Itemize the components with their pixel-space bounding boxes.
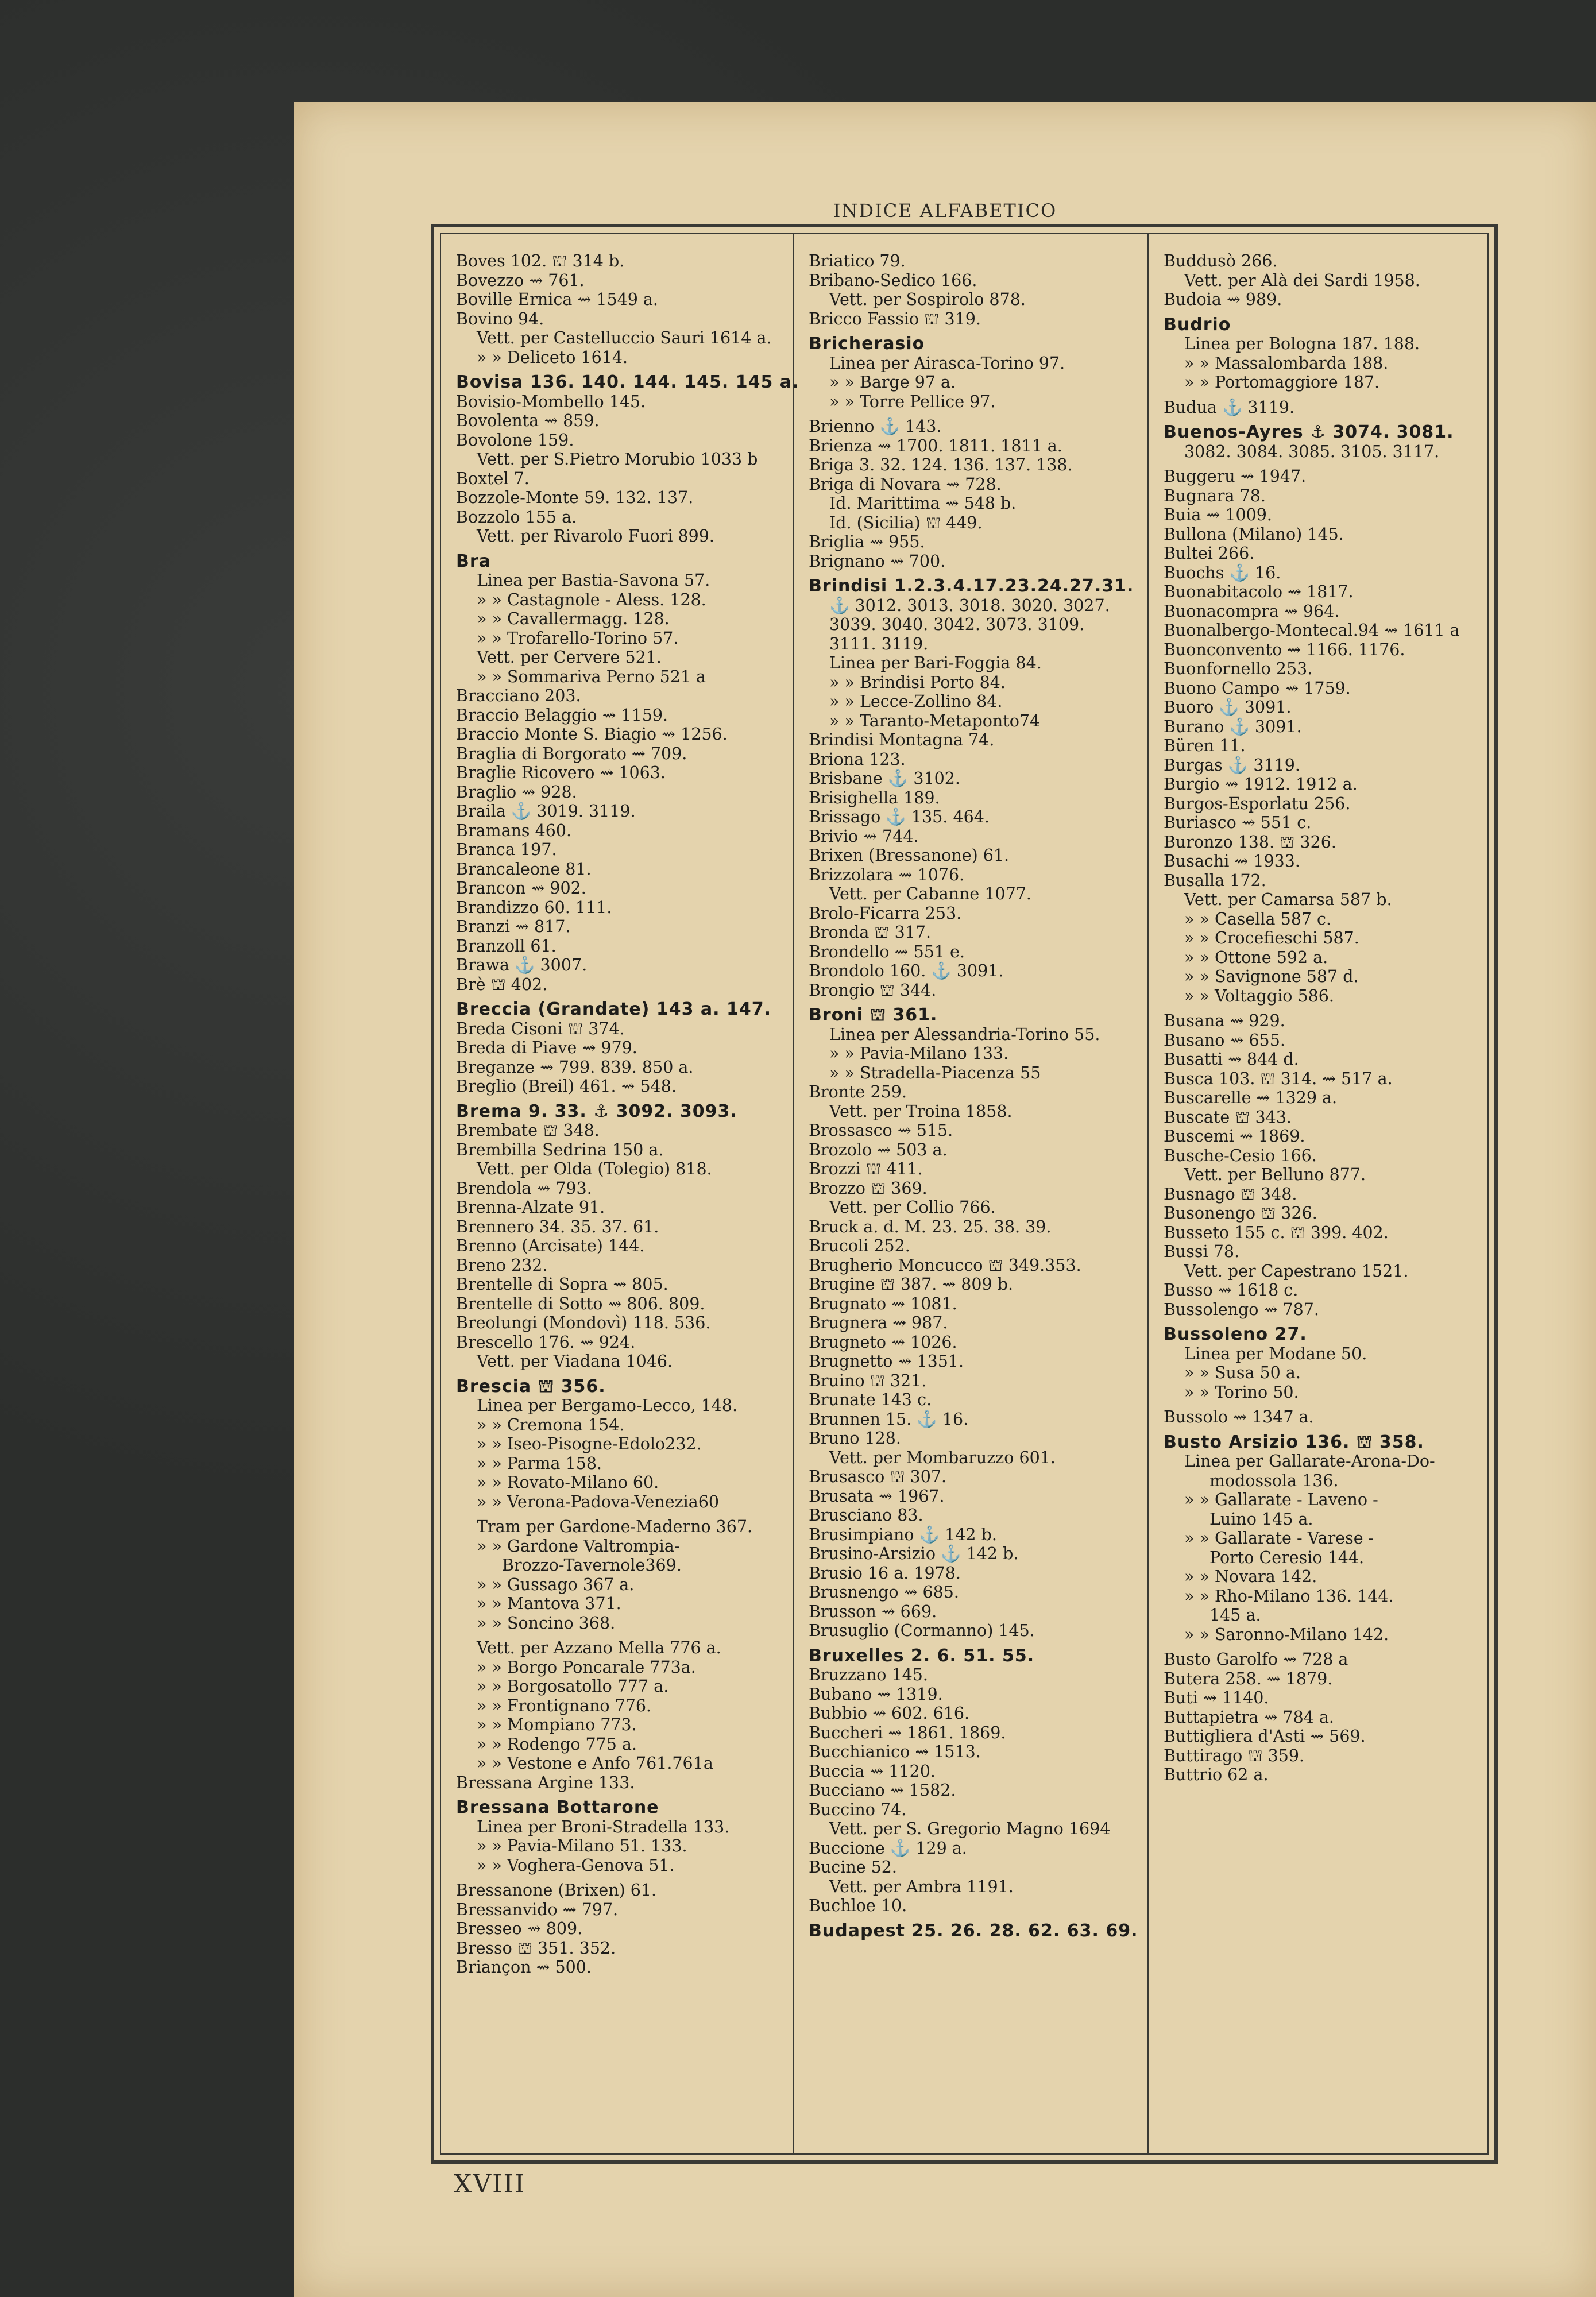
index-entry: Breolungi (Mondovì) 118. 536.	[456, 1313, 711, 1332]
index-heading: Bressana Bottarone	[456, 1797, 659, 1818]
index-entry: Buccione ⚓ 129 a.	[809, 1838, 967, 1858]
index-entry: Brennero 34. 35. 37. 61.	[456, 1217, 659, 1236]
index-entry: Busonengo ⛫ 326.	[1164, 1204, 1317, 1223]
index-entry: Briatico 79.	[809, 252, 906, 270]
index-entry: Brignano ⇝ 700.	[809, 551, 946, 571]
index-entry: Brozzo-Tavernole369.	[502, 1556, 682, 1575]
index-entry: Porto Ceresio 144.	[1209, 1548, 1365, 1567]
index-entry: Busso ⇝ 1618 c.	[1164, 1281, 1299, 1300]
index-entry: » » Voltaggio 586.	[1184, 986, 1334, 1006]
index-entry: Vett. per Castelluccio Sauri 1614 a.	[477, 328, 772, 347]
index-entry: » » Voghera-Genova 51.	[477, 1855, 675, 1875]
index-entry: Bresseo ⇝ 809.	[456, 1919, 583, 1938]
index-entry: » » Saronno-Milano 142.	[1184, 1625, 1389, 1644]
index-entry: Brizzolara ⇝ 1076.	[809, 865, 965, 884]
index-entry: Brivio ⇝ 744.	[809, 826, 919, 846]
index-entry: » » Iseo-Pisogne-Edolo232.	[477, 1434, 702, 1453]
index-entry: » » Frontignano 776.	[477, 1696, 652, 1715]
index-entry: » » Novara 142.	[1184, 1567, 1317, 1586]
index-heading: Bricherasio	[809, 334, 925, 354]
index-heading: Bovisa 136. 140. 144. 145. 145 a.	[456, 372, 799, 392]
index-entry: 145 a.	[1209, 1606, 1261, 1625]
index-entry: Vett. per Sospirolo 878.	[829, 290, 1026, 309]
index-heading: Busto Arsizio 136. ⛫ 358.	[1164, 1432, 1424, 1452]
index-entry: Buccheri ⇝ 1861. 1869.	[809, 1723, 1006, 1742]
index-entry: Briona 123.	[809, 749, 906, 769]
index-entry: » » Susa 50 a.	[1184, 1363, 1301, 1382]
index-entry: » » Brindisi Porto 84.	[829, 672, 1006, 692]
index-entry: Bresso ⛫ 351. 352.	[456, 1938, 616, 1958]
index-entry: Buochs ⚓ 16.	[1164, 563, 1281, 582]
index-entry: Bovisio-Mombello 145.	[456, 392, 646, 411]
index-heading: Brema 9. 33. ⚓ 3092. 3093.	[456, 1101, 737, 1122]
page-header: INDICE ALFABETICO	[833, 200, 1057, 222]
index-entry: Brozzi ⛫ 411.	[809, 1159, 923, 1178]
index-entry: » » Rho-Milano 136. 144.	[1184, 1586, 1394, 1606]
index-entry: Brusciano 83.	[809, 1506, 923, 1525]
index-entry: Brusimpiano ⚓ 142 b.	[809, 1525, 997, 1544]
index-entry: Linea per Broni-Stradella 133.	[477, 1817, 730, 1836]
index-entry: » » Pavia-Milano 133.	[829, 1044, 1009, 1063]
index-column-2	[809, 252, 1142, 1940]
index-entry: Busnago ⛫ 348.	[1164, 1184, 1297, 1204]
index-entry: Brisighella 189.	[809, 788, 940, 807]
index-entry: Linea per Gallarate-Arona-Do-	[1184, 1452, 1435, 1471]
index-entry: Buddusò 266.	[1164, 252, 1278, 270]
index-entry: Linea per Airasca-Torino 97.	[829, 353, 1065, 373]
index-entry: Brenna-Alzate 91.	[456, 1198, 605, 1217]
index-entry: » » Cremona 154.	[477, 1415, 625, 1434]
index-heading: Bruxelles 2. 6. 51. 55.	[809, 1645, 1035, 1666]
index-entry: Buono Campo ⇝ 1759.	[1164, 678, 1351, 698]
index-entry: Brescello 176. ⇝ 924.	[456, 1332, 636, 1352]
index-entry: Boxtel 7.	[456, 469, 530, 488]
index-entry: Burano ⚓ 3091.	[1164, 717, 1302, 736]
index-entry: » » Barge 97 a.	[829, 373, 956, 392]
index-entry: Breda Cisoni ⛫ 374.	[456, 1019, 625, 1038]
index-entry: Tram per Gardone-Maderno 367.	[477, 1517, 753, 1536]
index-entry: Braglie Ricovero ⇝ 1063.	[456, 763, 666, 782]
index-entry: » » Soncino 368.	[477, 1613, 616, 1633]
index-entry: Vett. per Cabanne 1077.	[829, 884, 1031, 903]
index-entry: Brondolo 160. ⚓ 3091.	[809, 961, 1004, 980]
column-separator	[1147, 234, 1149, 2153]
index-entry: Bultei 266.	[1164, 544, 1255, 563]
index-entry: Bruck a. d. M. 23. 25. 38. 39.	[809, 1217, 1052, 1236]
index-entry: Vett. per Olda (Tolegio) 818.	[477, 1159, 712, 1178]
index-entry: Briançon ⇝ 500.	[456, 1958, 592, 1977]
index-entry: Brozolo ⇝ 503 a.	[809, 1140, 948, 1159]
index-entry: Brusino-Arsizio ⚓ 142 b.	[809, 1544, 1019, 1563]
index-entry: Brugneto ⇝ 1026.	[809, 1332, 957, 1352]
index-entry: » » Lecce-Zollino 84.	[829, 692, 1003, 711]
index-entry: Busalla 172.	[1164, 871, 1266, 890]
index-entry: Busca 103. ⛫ 314. ⇝ 517 a.	[1164, 1069, 1393, 1088]
index-entry: Buttapietra ⇝ 784 a.	[1164, 1707, 1334, 1727]
index-entry: Bressanone (Brixen) 61.	[456, 1881, 657, 1900]
index-entry: Brozzo ⛫ 369.	[809, 1178, 928, 1198]
index-entry: » » Casella 587 c.	[1184, 909, 1332, 929]
index-entry: Brissago ⚓ 135. 464.	[809, 807, 990, 826]
index-entry: Brenno (Arcisate) 144.	[456, 1236, 645, 1255]
index-entry: » » Mantova 371.	[477, 1594, 621, 1613]
index-entry: Burgos-Esporlatu 256.	[1164, 794, 1351, 813]
index-entry: » » Crocefieschi 587.	[1184, 929, 1359, 948]
index-entry: » » Gardone Valtrompia-	[477, 1536, 680, 1556]
index-entry: Vett. per S. Gregorio Magno 1694	[829, 1819, 1111, 1838]
index-entry: Buttigliera d'Asti ⇝ 569.	[1164, 1727, 1366, 1746]
index-entry: Branzoll 61.	[456, 936, 557, 956]
index-entry: » » Rovato-Milano 60.	[477, 1473, 659, 1492]
index-entry: Brendola ⇝ 793.	[456, 1178, 592, 1198]
index-entry: Bricco Fassio ⛫ 319.	[809, 309, 981, 328]
index-entry: Busano ⇝ 655.	[1164, 1030, 1285, 1050]
index-heading: Buenos-Ayres ⚓ 3074. 3081.	[1164, 422, 1454, 442]
index-entry: Budoia ⇝ 989.	[1164, 290, 1282, 309]
index-entry: Vett. per Capestrano 1521.	[1184, 1261, 1409, 1281]
index-entry: Busto Garolfo ⇝ 728 a	[1164, 1650, 1348, 1669]
index-entry: Buscate ⛫ 343.	[1164, 1107, 1292, 1127]
index-entry: Bruno 128.	[809, 1429, 901, 1448]
index-entry: » » Pavia-Milano 51. 133.	[477, 1836, 687, 1855]
index-entry: » » Vestone e Anfo 761.761a	[477, 1754, 713, 1773]
index-entry: Braglia di Borgorato ⇝ 709.	[456, 744, 687, 763]
index-entry: Brunnen 15. ⚓ 16.	[809, 1409, 969, 1429]
index-entry: Bronda ⛫ 317.	[809, 923, 932, 942]
index-entry: » » Gussago 367 a.	[477, 1575, 635, 1594]
index-entry: Bozzole-Monte 59. 132. 137.	[456, 488, 694, 507]
index-entry: » » Mompiano 773.	[477, 1715, 637, 1734]
index-entry: Bramans 460.	[456, 821, 572, 840]
index-entry: Brossasco ⇝ 515.	[809, 1121, 953, 1140]
index-entry: Brugherio Moncucco ⛫ 349.353.	[809, 1255, 1081, 1275]
index-entry: Linea per Alessandria-Torino 55.	[829, 1024, 1100, 1044]
index-entry: Bruzzano 145.	[809, 1665, 928, 1684]
index-entry: » » Savignone 587 d.	[1184, 967, 1359, 986]
index-entry: Vett. per Belluno 877.	[1184, 1165, 1366, 1184]
index-entry: Brusio 16 a. 1978.	[809, 1563, 961, 1583]
index-entry: » » Torre Pellice 97.	[829, 392, 996, 411]
index-entry: Branzi ⇝ 817.	[456, 917, 571, 936]
index-entry: Brusata ⇝ 1967.	[809, 1486, 945, 1506]
index-entry: Braila ⚓ 3019. 3119.	[456, 802, 636, 821]
index-entry: Breganze ⇝ 799. 839. 850 a.	[456, 1057, 694, 1077]
index-column-1	[456, 252, 799, 1977]
index-entry: Büren 11.	[1164, 736, 1246, 755]
index-entry: Bubano ⇝ 1319.	[809, 1684, 943, 1704]
index-column-3	[1164, 252, 1491, 1785]
index-entry: » » Gallarate - Varese -	[1184, 1529, 1374, 1548]
index-entry: Brienza ⇝ 1700. 1811. 1811 a.	[809, 436, 1062, 455]
index-entry: Busatti ⇝ 844 d.	[1164, 1050, 1299, 1069]
index-entry: Bruino ⛫ 321.	[809, 1371, 927, 1390]
index-entry: Busana ⇝ 929.	[1164, 1011, 1285, 1030]
index-entry: Bucchianico ⇝ 1513.	[809, 1742, 981, 1761]
index-entry: Briga 3. 32. 124. 136. 137. 138.	[809, 455, 1073, 474]
index-entry: Bussolo ⇝ 1347 a.	[1164, 1407, 1314, 1426]
index-entry: Bozzolo 155 a.	[456, 507, 577, 527]
index-entry: Bussi 78.	[1164, 1242, 1240, 1261]
index-entry: Boville Ernica ⇝ 1549 a.	[456, 290, 658, 309]
index-entry: Briglia ⇝ 955.	[809, 532, 925, 551]
index-entry: Luino 145 a.	[1209, 1509, 1313, 1529]
index-entry: » » Castagnole - Aless. 128.	[477, 590, 706, 609]
index-entry: Branca 197.	[456, 840, 557, 859]
index-frame	[431, 224, 1498, 2164]
index-entry: Bugnara 78.	[1164, 486, 1266, 505]
index-entry: Linea per Bologna 187. 188.	[1184, 334, 1420, 353]
index-entry: Burgio ⇝ 1912. 1912 a.	[1164, 775, 1358, 794]
index-entry: 3039. 3040. 3042. 3073. 3109.	[829, 615, 1085, 634]
index-entry: Vett. per Collio 766.	[829, 1198, 996, 1217]
index-entry: Buti ⇝ 1140.	[1164, 1688, 1269, 1707]
index-entry: Bussolengo ⇝ 787.	[1164, 1300, 1319, 1319]
index-entry: Breglio (Breil) 461. ⇝ 548.	[456, 1077, 677, 1096]
index-entry: Buscemi ⇝ 1869.	[1164, 1127, 1305, 1146]
index-entry: Buttirago ⛫ 359.	[1164, 1746, 1305, 1765]
index-entry: Buoro ⚓ 3091.	[1164, 698, 1292, 717]
index-entry: Brienno ⚓ 143.	[809, 417, 942, 436]
index-entry: Brixen (Bressanone) 61.	[809, 846, 1010, 865]
index-entry: Vett. per Mombaruzzo 601.	[829, 1448, 1056, 1467]
index-entry: » » Ottone 592 a.	[1184, 948, 1328, 967]
index-entry: Bressana Argine 133.	[456, 1773, 635, 1792]
index-entry: Breno 232.	[456, 1255, 548, 1275]
index-entry: 3082. 3084. 3085. 3105. 3117.	[1184, 442, 1440, 461]
index-entry: Vett. per Alà dei Sardi 1958.	[1184, 270, 1420, 290]
index-entry: Linea per Modane 50.	[1184, 1344, 1367, 1363]
index-entry: Brusson ⇝ 669.	[809, 1602, 937, 1621]
index-heading: Bussoleno 27.	[1164, 1324, 1307, 1344]
index-entry: Bucine 52.	[809, 1858, 897, 1877]
index-heading: Bra	[456, 551, 491, 571]
index-entry: Buonconvento ⇝ 1166. 1176.	[1164, 640, 1405, 659]
index-heading: Brescia ⛫ 356.	[456, 1376, 606, 1397]
index-entry: Brandizzo 60. 111.	[456, 898, 612, 917]
index-heading: Budapest 25. 26. 28. 62. 63. 69.	[809, 1920, 1138, 1941]
index-entry: Bracciano 203.	[456, 686, 581, 705]
index-entry: Brondello ⇝ 551 e.	[809, 942, 965, 961]
index-entry: Buriasco ⇝ 551 c.	[1164, 813, 1312, 832]
index-entry: Bovezzo ⇝ 761.	[456, 270, 585, 290]
index-entry: Brugnera ⇝ 987.	[809, 1313, 948, 1332]
index-entry: Butera 258. ⇝ 1879.	[1164, 1669, 1333, 1688]
index-entry: Braglio ⇝ 928.	[456, 782, 577, 802]
index-entry: Busseto 155 c. ⛫ 399. 402.	[1164, 1223, 1389, 1242]
index-entry: » » Portomaggiore 187.	[1184, 373, 1380, 392]
index-entry: Brolo-Ficarra 253.	[809, 903, 962, 923]
index-entry: Buggeru ⇝ 1947.	[1164, 467, 1307, 486]
index-entry: Brusuglio (Cormanno) 145.	[809, 1621, 1035, 1640]
index-entry: » » Rodengo 775 a.	[477, 1734, 637, 1754]
index-entry: Brugnato ⇝ 1081.	[809, 1294, 957, 1313]
index-entry: Boves 102. ⛫ 314 b.	[456, 252, 625, 270]
index-entry: Bovolone 159.	[456, 430, 574, 450]
book-page	[294, 102, 1596, 2297]
index-entry: Bubbio ⇝ 602. 616.	[809, 1704, 970, 1723]
index-entry: Brucoli 252.	[809, 1236, 910, 1255]
index-entry: Vett. per Troina 1858.	[829, 1101, 1013, 1121]
index-entry: » » Parma 158.	[477, 1453, 602, 1473]
index-entry: » » Cavallermagg. 128.	[477, 609, 670, 628]
index-entry: Brindisi Montagna 74.	[809, 730, 995, 749]
index-entry: Buonfornello 253.	[1164, 659, 1313, 678]
index-entry: Braccio Monte S. Biagio ⇝ 1256.	[456, 725, 728, 744]
index-entry: Buccino 74.	[809, 1800, 907, 1819]
index-heading: Brindisi 1.2.3.4.17.23.24.27.31.	[809, 576, 1134, 596]
index-entry: Brunate 143 c.	[809, 1390, 932, 1409]
index-entry: Bronte 259.	[809, 1082, 907, 1101]
index-entry: Busachi ⇝ 1933.	[1164, 852, 1300, 871]
index-entry: » » Verona-Padova-Venezia60	[477, 1492, 719, 1511]
index-entry: Vett. per S.Pietro Morubio 1033 b	[477, 450, 758, 469]
index-heading: Budrio	[1164, 314, 1231, 335]
index-entry: » » Borgosatollo 777 a.	[477, 1677, 669, 1696]
index-entry: » » Borgo Poncarale 773a.	[477, 1657, 696, 1677]
index-entry: Bucciano ⇝ 1582.	[809, 1781, 956, 1800]
index-frame-inner	[440, 233, 1489, 2155]
index-entry: Bressanvido ⇝ 797.	[456, 1900, 619, 1919]
index-entry: Brentelle di Sotto ⇝ 806. 809.	[456, 1294, 705, 1313]
index-entry: 3111. 3119.	[829, 634, 929, 653]
index-entry: Busche-Cesio 166.	[1164, 1146, 1317, 1165]
index-entry: Buia ⇝ 1009.	[1164, 505, 1272, 524]
index-entry: Brusnengo ⇝ 685.	[809, 1583, 959, 1602]
index-entry: Buronzo 138. ⛫ 326.	[1164, 832, 1336, 852]
index-entry: » » Deliceto 1614.	[477, 347, 628, 367]
index-entry: Buscarelle ⇝ 1329 a.	[1164, 1088, 1338, 1107]
index-entry: Brancaleone 81.	[456, 859, 592, 879]
index-entry: Buchloe 10.	[809, 1896, 907, 1915]
column-separator	[793, 234, 794, 2153]
index-entry: Braccio Belaggio ⇝ 1159.	[456, 705, 668, 725]
index-entry: Brancon ⇝ 902.	[456, 879, 586, 898]
index-entry: Linea per Bastia-Savona 57.	[477, 571, 710, 590]
index-entry: Budua ⚓ 3119.	[1164, 397, 1295, 417]
index-entry: Buccia ⇝ 1120.	[809, 1761, 936, 1781]
index-entry: Buonalbergo-Montecal.94 ⇝ 1611 a	[1164, 621, 1460, 640]
index-entry: Buttrio 62 a.	[1164, 1765, 1269, 1784]
index-entry: » » Sommariva Perno 521 a	[477, 667, 706, 686]
index-entry: Briga di Novara ⇝ 728.	[809, 474, 1002, 494]
index-entry: Bullona (Milano) 145.	[1164, 524, 1344, 544]
index-entry: modossola 136.	[1209, 1471, 1339, 1490]
index-entry: ⚓ 3012. 3013. 3018. 3020. 3027.	[829, 595, 1110, 615]
index-entry: » » Torino 50.	[1184, 1382, 1299, 1402]
index-entry: Brongio ⛫ 344.	[809, 980, 937, 1000]
index-entry: Vett. per Cervere 521.	[477, 648, 662, 667]
index-entry: Vett. per Ambra 1191.	[829, 1877, 1014, 1896]
index-entry: Buonabitacolo ⇝ 1817.	[1164, 582, 1354, 601]
index-entry: » » Taranto-Metaponto74	[829, 711, 1041, 730]
index-entry: Brembate ⛫ 348.	[456, 1121, 600, 1140]
index-entry: Id. Marittima ⇝ 548 b.	[829, 494, 1017, 513]
index-entry: Brawa ⚓ 3007.	[456, 956, 588, 975]
index-heading: Breccia (Grandate) 143 a. 147.	[456, 999, 772, 1019]
index-entry: Linea per Bergamo-Lecco, 148.	[477, 1396, 738, 1415]
page-number: XVIII	[454, 2170, 526, 2199]
index-entry: Id. (Sicilia) ⛫ 449.	[829, 513, 983, 532]
index-entry: Buonacompra ⇝ 964.	[1164, 601, 1340, 621]
index-entry: Bovolenta ⇝ 859.	[456, 411, 600, 430]
index-entry: Vett. per Azzano Mella 776 a.	[477, 1638, 721, 1657]
index-entry: Brisbane ⚓ 3102.	[809, 769, 960, 788]
index-entry: Bribano-Sedico 166.	[809, 270, 977, 290]
index-entry: Brugine ⛫ 387. ⇝ 809 b.	[809, 1275, 1014, 1294]
index-entry: Burgas ⚓ 3119.	[1164, 755, 1300, 775]
index-entry: Bovino 94.	[456, 309, 544, 328]
index-entry: Brugnetto ⇝ 1351.	[809, 1352, 964, 1371]
index-entry: » » Trofarello-Torino 57.	[477, 628, 679, 648]
index-entry: Breda di Piave ⇝ 979.	[456, 1038, 637, 1057]
index-entry: Vett. per Rivarolo Fuori 899.	[477, 527, 714, 546]
index-entry: » » Stradella-Piacenza 55	[829, 1063, 1041, 1082]
index-entry: Brembilla Sedrina 150 a.	[456, 1140, 664, 1159]
index-entry: Vett. per Viadana 1046.	[477, 1352, 673, 1371]
index-entry: Vett. per Camarsa 587 b.	[1184, 890, 1392, 909]
index-heading: Broni ⛫ 361.	[809, 1005, 938, 1025]
index-entry: Linea per Bari-Foggia 84.	[829, 653, 1042, 672]
index-entry: Brè ⛫ 402.	[456, 975, 548, 994]
index-entry: » » Gallarate - Laveno -	[1184, 1490, 1378, 1509]
index-entry: Brentelle di Sopra ⇝ 805.	[456, 1275, 668, 1294]
index-entry: » » Massalombarda 188.	[1184, 353, 1389, 373]
index-entry: Brusasco ⛫ 307.	[809, 1467, 947, 1486]
